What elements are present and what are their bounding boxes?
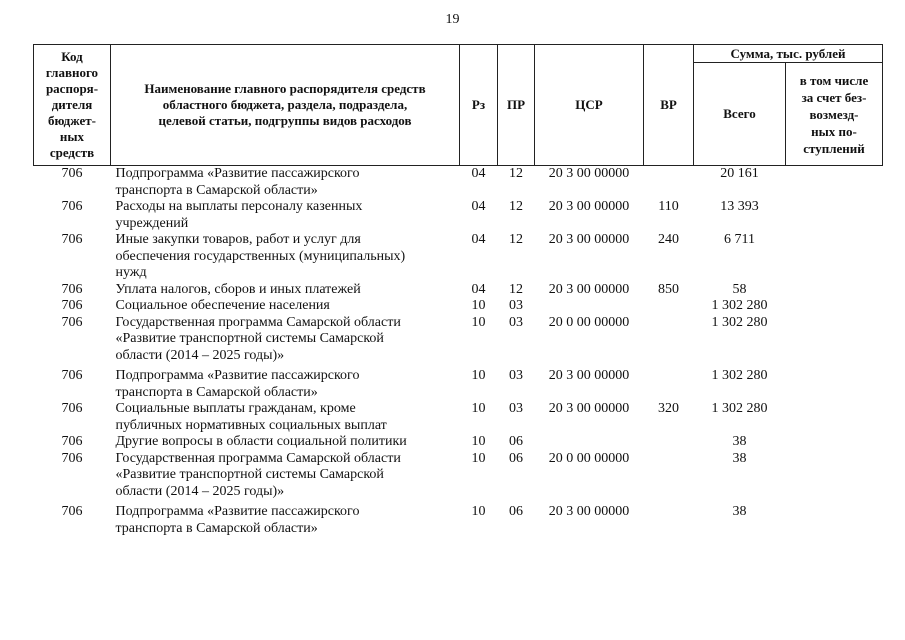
name-line: Иные закупки товаров, работ и услуг для [115,232,361,247]
table-header [34,45,883,166]
name-line: области (2014 – 2025 годы)» [115,347,285,363]
cell-name [111,504,460,537]
cell-pr: 12 [509,281,523,297]
header-csr: ЦСР [535,45,644,166]
header-vr: ВР [644,45,694,166]
cell-csr: 20 3 00 00000 [548,166,630,181]
table-row [34,401,883,434]
cell-code: 706 [61,368,83,383]
cell-vr: 240 [658,232,679,247]
name-line: Государственная программа Самарской области [115,314,401,330]
table-row [34,368,883,401]
name-line: транспорта в Самарской области» [115,384,318,400]
cell-code: 706 [61,199,83,214]
cell-free [786,199,883,232]
table-row [34,315,883,369]
cell-free [786,282,883,299]
cell-free [786,298,883,315]
cell-rz: 10 [471,298,486,313]
cell-name [111,166,460,200]
cell-total: 1 302 280 [711,368,768,383]
cell-code: 706 [61,281,83,297]
cell-pr: 12 [509,166,523,181]
cell-vr [644,434,694,451]
table-row [34,166,883,200]
cell-pr: 03 [509,314,523,330]
header-sum: Сумма, тыс. рублей [694,45,883,63]
page-number: 19 [445,12,460,27]
cell-rz: 10 [471,434,486,449]
header-total: Всего [694,63,786,166]
cell-vr [644,166,694,200]
cell-name [111,401,460,434]
name-line: Подпрограмма «Развитие пассажирского [115,166,360,181]
name-line: обеспечения государственных (муниципальных) [115,248,406,264]
cell-vr [644,298,694,315]
cell-pr: 06 [509,504,523,519]
name-line: учреждений [115,215,189,231]
cell-total: 38 [732,450,747,466]
cell-name [111,451,460,505]
cell-code: 706 [61,166,83,181]
name-line: Социальное обеспечение населения [115,298,330,313]
cell-code: 706 [61,298,83,313]
header-rz: Рз [460,45,498,166]
cell-rz: 10 [471,450,486,466]
cell-csr: 20 3 00 00000 [548,368,630,383]
cell-rz: 04 [471,199,486,214]
cell-vr: 110 [658,199,679,214]
name-line: Другие вопросы в области социальной политики [115,434,407,449]
name-line: Подпрограмма «Развитие пассажирского [115,368,360,383]
cell-free [786,232,883,282]
cell-free [786,401,883,434]
cell-free [786,315,883,369]
name-line: «Развитие транспортной системы Самарской [115,331,384,346]
cell-vr: 320 [658,401,679,416]
name-line: Социальные выплаты гражданам, кроме [115,401,356,416]
name-line: Уплата налогов, сборов и иных платежей [115,281,361,297]
table-row [34,434,883,451]
cell-csr: 20 3 00 00000 [548,504,630,519]
cell-total: 58 [732,281,747,297]
cell-rz: 04 [471,166,486,181]
cell-rz: 10 [471,314,486,330]
cell-total: 1 302 280 [711,314,768,330]
cell-rz: 10 [471,401,486,416]
cell-pr: 03 [509,368,523,383]
header-code: Код главного распоря- дителя бюджет- ных средств [34,45,111,166]
table-row [34,298,883,315]
cell-code: 706 [61,232,83,247]
name-line: транспорта в Самарской области» [115,520,318,536]
name-line: нужд [115,265,147,280]
cell-pr: 06 [509,434,523,449]
cell-total: 1 302 280 [711,298,768,313]
cell-free [786,434,883,451]
cell-total: 6 711 [724,232,755,247]
cell-total: 13 393 [720,199,759,214]
cell-code: 706 [61,401,83,416]
cell-name [111,298,460,315]
cell-total: 38 [732,504,747,519]
header-pr: ПР [498,45,535,166]
table-body [34,166,883,538]
cell-code: 706 [61,450,83,466]
cell-csr: 20 3 00 00000 [548,281,630,297]
table-row [34,232,883,282]
cell-free [786,504,883,537]
cell-rz: 04 [471,232,486,247]
cell-name [111,232,460,282]
cell-code: 706 [61,314,83,330]
cell-csr: 20 0 00 00000 [548,314,630,330]
table-row [34,504,883,537]
cell-rz: 10 [471,368,486,383]
cell-total: 38 [732,434,747,449]
cell-name [111,282,460,299]
cell-vr: 850 [658,281,679,297]
cell-pr: 03 [509,401,523,416]
cell-code: 706 [61,504,83,519]
name-line: «Развитие транспортной системы Самарской [115,467,384,482]
cell-csr [535,298,644,315]
cell-vr [644,315,694,369]
budget-table [33,44,883,537]
name-line: Расходы на выплаты персоналу казенных [115,199,363,214]
cell-free [786,166,883,200]
cell-pr: 03 [509,298,523,313]
cell-csr: 20 3 00 00000 [548,232,630,247]
cell-free [786,368,883,401]
cell-csr: 20 0 00 00000 [548,450,630,466]
header-free: в том числе за счет без- возмезд- ных по- ступлений [786,63,883,166]
cell-pr: 06 [509,450,523,466]
cell-vr [644,451,694,505]
cell-name [111,315,460,369]
name-line: публичных нормативных социальных выплат [115,417,387,433]
cell-code: 706 [61,434,83,449]
cell-free [786,451,883,505]
cell-rz: 04 [471,281,486,297]
cell-pr: 12 [509,232,523,247]
name-line: области (2014 – 2025 годы)» [115,483,285,499]
cell-name [111,434,460,451]
cell-name [111,199,460,232]
cell-csr: 20 3 00 00000 [548,401,630,416]
cell-csr: 20 3 00 00000 [548,199,630,214]
table-row [34,282,883,299]
cell-vr [644,504,694,537]
cell-vr [644,368,694,401]
name-line: транспорта в Самарской области» [115,182,318,198]
name-line: Государственная программа Самарской области [115,450,401,466]
cell-name [111,368,460,401]
header-name: Наименование главного распорядителя средств областного бюджета, раздела, подраздела, целевой статьи, подгруппы видов расходов [111,45,460,166]
table-row [34,451,883,505]
table-row [34,199,883,232]
cell-rz: 10 [471,504,486,519]
cell-pr: 12 [509,199,523,214]
name-line: Подпрограмма «Развитие пассажирского [115,504,360,519]
cell-csr [535,434,644,451]
cell-total: 1 302 280 [711,401,768,416]
cell-total: 20 161 [720,166,759,181]
